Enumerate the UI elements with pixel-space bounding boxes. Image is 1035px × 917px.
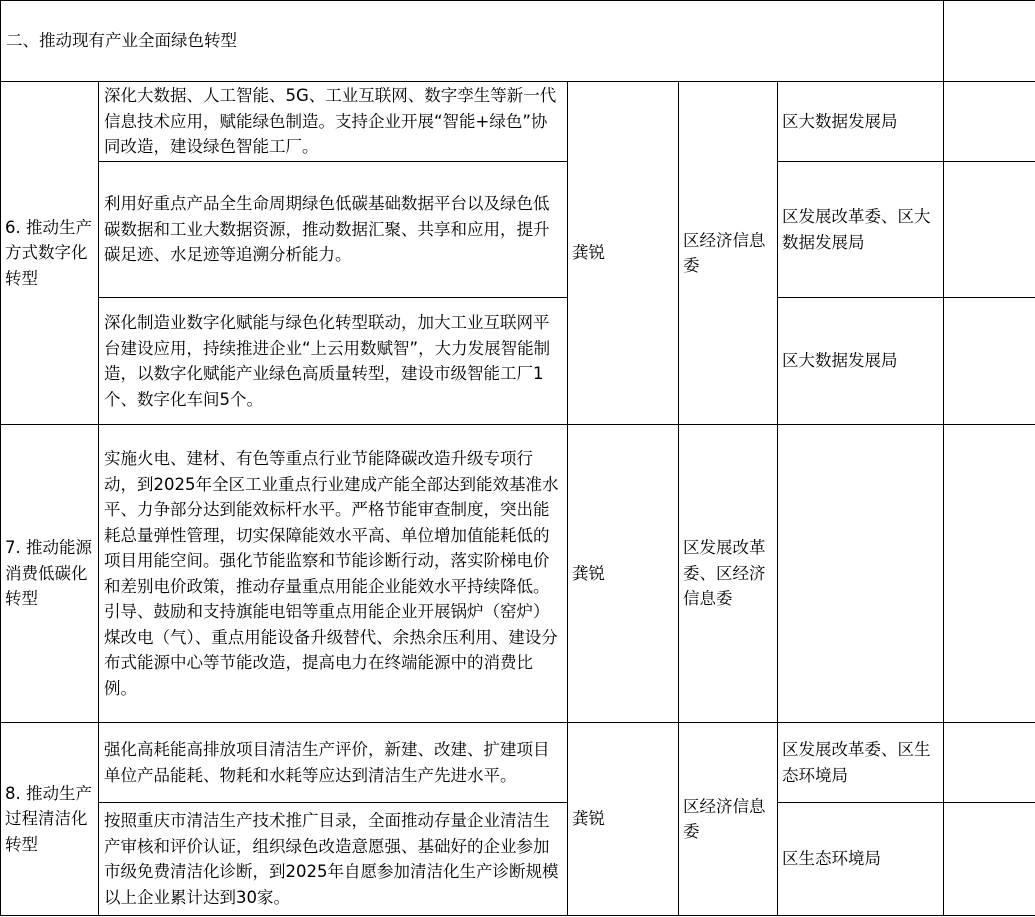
table-row	[1, 162, 1035, 298]
table-row	[1, 298, 1035, 425]
notes-cell	[944, 803, 1035, 916]
responsible-cell: 区大数据发展局	[778, 82, 944, 162]
lead-unit-cell: 区经济信息委	[679, 723, 778, 916]
table-row	[1, 425, 1035, 723]
leader-cell: 龚锐	[568, 425, 679, 723]
content-cell: 利用好重点产品全生命周期绿色低碳基础数据平台以及绿色低碳数据和工业大数据资源，推动数据汇聚、共享和应用，提升碳足迹、水足迹等追溯分析能力。	[99, 162, 568, 298]
content-cell: 强化高耗能高排放项目清洁生产评价，新建、改建、扩建项目单位产品能耗、物耗和水耗等应达到清洁生产先进水平。	[99, 723, 568, 803]
responsible-cell: 区发展改革委、区大数据发展局	[778, 162, 944, 298]
responsible-cell: 区大数据发展局	[778, 298, 944, 425]
leader-cell: 龚锐	[568, 82, 679, 425]
content-cell: 深化大数据、人工智能、5G、工业互联网、数字孪生等新一代信息技术应用，赋能绿色制造。支持企业开展“智能+绿色”协同改造，建设绿色智能工厂。	[99, 82, 568, 162]
section-heading: 二、推动现有产业全面绿色转型	[1, 1, 944, 82]
task-cell: 6. 推动生产方式数字化转型	[1, 82, 99, 425]
task-cell: 8. 推动生产过程清洁化转型	[1, 723, 99, 916]
notes-cell	[944, 425, 1035, 723]
content-cell: 深化制造业数字化赋能与绿色化转型联动，加大工业互联网平台建设应用，持续推进企业“上云用数赋智”，大力发展智能制造，以数字化赋能产业绿色高质量转型，建设市级智能工厂1个、数字化车间5个。	[99, 298, 568, 425]
lead-unit-cell: 区经济信息委	[679, 82, 778, 425]
lead-unit-cell: 区发展改革委、区经济信息委	[679, 425, 778, 723]
table-row	[1, 803, 1035, 916]
task-cell: 7. 推动能源消费低碳化转型	[1, 425, 99, 723]
responsible-cell	[778, 425, 944, 723]
content-cell: 实施火电、建材、有色等重点行业节能降碳改造升级专项行动，到2025年全区工业重点行业建成产能全部达到能效基准水平、力争部分达到能效标杆水平。严格节能审查制度，突出能耗总量弹性管理，切实保障能效水平高、单位增加值能耗低的项目用能空间。强化节能监察和节能诊断行动，落实阶梯电价和差别电价政策，推动存量重点用能企业能效水平持续降低。引导、鼓励和支持旗能电铝等重点用能企业开展锅炉（窑炉）煤改电（气）、重点用能设备升级替代、余热余压利用、建设分布式能源中心等节能改造，提高电力在终端能源中的消费比例。	[99, 425, 568, 723]
notes-cell	[944, 1, 1035, 82]
notes-cell	[944, 723, 1035, 803]
leader-cell: 龚锐	[568, 723, 679, 916]
responsible-cell: 区生态环境局	[778, 803, 944, 916]
table-row	[1, 82, 1035, 162]
notes-cell	[944, 82, 1035, 162]
table-row	[1, 723, 1035, 803]
responsible-cell: 区发展改革委、区生态环境局	[778, 723, 944, 803]
section-heading-row	[1, 1, 1035, 82]
content-cell: 按照重庆市清洁生产技术推广目录，全面推动存量企业清洁生产审核和评价认证，组织绿色改造意愿强、基础好的企业参加市级免费清洁化诊断，到2025年自愿参加清洁化生产诊断规模以上企业累计达到30家。	[99, 803, 568, 916]
notes-cell	[944, 162, 1035, 298]
notes-cell	[944, 298, 1035, 425]
